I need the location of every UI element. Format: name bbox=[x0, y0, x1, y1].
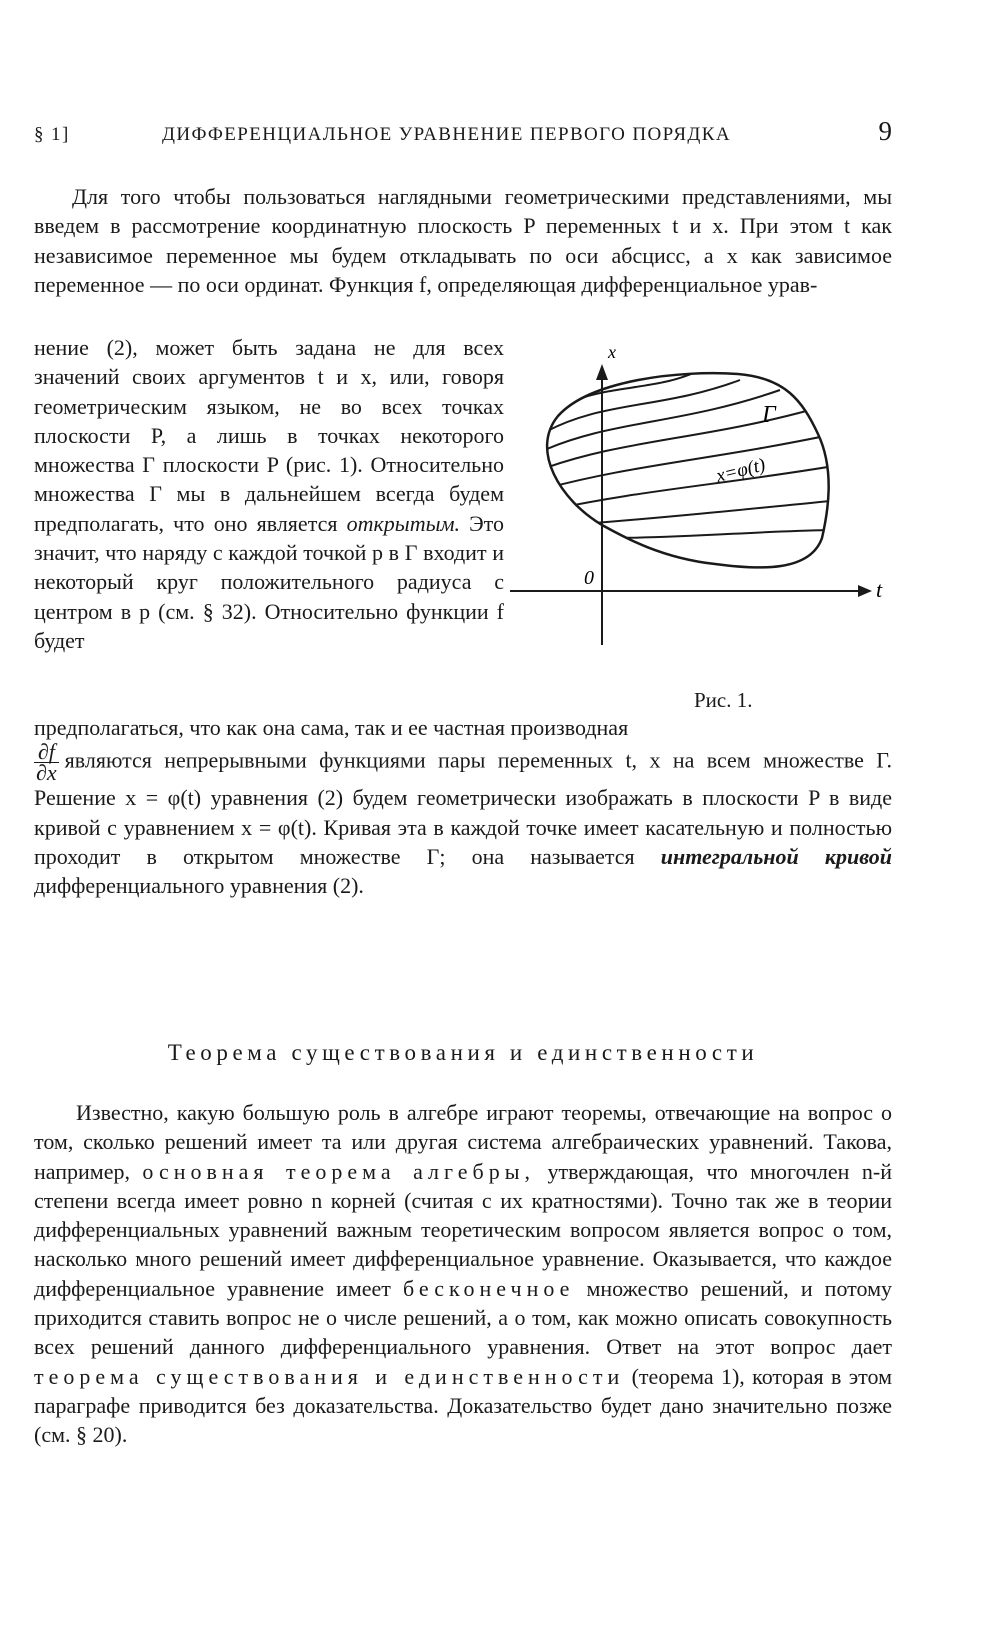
integral-curve bbox=[540, 390, 780, 452]
region-label: Г bbox=[762, 402, 776, 428]
continued-text-2: являются непрерывными функциями пары переменных t, x на всем множестве Г. Решение x = φ(t) уравнения (2) будем геометрически изображать в плоскости P в виде кривой с уравнением x = φ(t). Кривая эта в каждой точке имеет касательную и полностью проходит в открытом множестве Г; она называется bbox=[34, 747, 892, 869]
section-heading: Теорема существования и единственности bbox=[167, 1040, 759, 1065]
spaced-infinite: бесконечное bbox=[402, 1275, 575, 1301]
paragraph-intro: Для того чтобы пользоваться наглядными геометрическими представлениями, мы введем в рассмотрение координатную плоскость P переменных t и x. При этом t как независимое переменное мы будем откладывать по оси абсцисс, а x как зависимое переменное — по оси ординат. Функция f, определяющая дифференциальное урав- bbox=[34, 184, 892, 297]
partial-derivative-fraction bbox=[34, 739, 59, 786]
fraction-numerator: ∂f bbox=[34, 742, 59, 763]
region-boundary bbox=[547, 373, 829, 567]
running-header bbox=[34, 116, 892, 150]
running-title: ДИФФЕРЕНЦИАЛЬНОЕ УРАВНЕНИЕ ПЕРВОГО ПОРЯДКА bbox=[162, 124, 731, 145]
emphasis-integral-curve: интегральной кривой bbox=[660, 843, 892, 869]
theorem-text-b: утверждающая, что многочлен n-й степени всегда имеет ровно n корней (считая с их кратностями). Точно так же в теории дифференциальных уравнений важным теоретическим вопросом является вопрос о том, насколько много решений имеет дифференциальное уравнение. Оказывается, что каждое дифференциальное уравнение имеет bbox=[34, 1158, 892, 1301]
figure-1 bbox=[510, 340, 910, 710]
theorem-text-a: Известно, какую большую роль в алгебре играют теоремы, отвечающие на вопрос о том, сколько решений имеет та или другая система алгебраических уравнений. Такова, например, bbox=[34, 1100, 892, 1184]
integral-curve bbox=[570, 500, 840, 525]
spaced-existence-uniqueness: теорема существования и единственности bbox=[34, 1363, 625, 1389]
theorem-text-d: (теорема 1), которая в этом параграфе приводится без доказательства. Доказательство будет дано значительно позже (см. § 20). bbox=[34, 1363, 892, 1448]
paragraph-wrapped bbox=[34, 333, 504, 655]
x-axis-arrow-icon bbox=[596, 364, 608, 380]
figure-caption: Рис. 1. bbox=[694, 688, 753, 712]
curve-label: x=φ(t) bbox=[714, 454, 768, 487]
paragraph-theorem bbox=[34, 1098, 892, 1450]
integral-curve bbox=[540, 380, 740, 435]
wrapped-text: нение (2), может быть задана не для всех значений своих аргументов t и x, или, говоря геометрическим языком, не во всех точках плоскости P, а лишь в точках некоторого множества Г плоскости P (рис. 1). Относительно множества Г мы в дальнейшем всегда будем предполагать, что оно является bbox=[34, 335, 504, 536]
t-axis-label: t bbox=[876, 577, 883, 602]
integral-curve bbox=[610, 530, 840, 538]
theorem-text-c: множество решений, и потому приходится ставить вопрос не о числе решений, а о том, как можно описать совокупность всех решений данного дифференциального уравнения. Ответ на этот вопрос дает bbox=[34, 1275, 892, 1360]
continued-text-end: дифференциального уравнения (2). bbox=[34, 873, 364, 899]
integral-curve bbox=[540, 435, 830, 490]
t-axis-arrow-icon bbox=[858, 585, 872, 597]
paragraph-continued bbox=[34, 713, 892, 900]
page-number: 9 bbox=[878, 116, 892, 146]
section-mark: § 1] bbox=[34, 124, 70, 145]
fraction-denominator: ∂x bbox=[36, 760, 57, 786]
origin-label: 0 bbox=[584, 567, 594, 589]
continued-text: предполагаться, что как она сама, так и ее частная производная bbox=[34, 715, 629, 740]
integral-curve bbox=[540, 370, 700, 420]
wrapped-text-2: Это значит, что наряду с каждой точкой p в Г входит и некоторый круг положительного радиуса с центром в p (см. § 32). Относительно функции f будет bbox=[34, 510, 505, 653]
x-axis-label: x bbox=[608, 342, 616, 362]
emphasis-open-set: открытым. bbox=[346, 510, 461, 536]
spaced-fundamental-theorem: основная теорема алгебры, bbox=[142, 1158, 536, 1184]
